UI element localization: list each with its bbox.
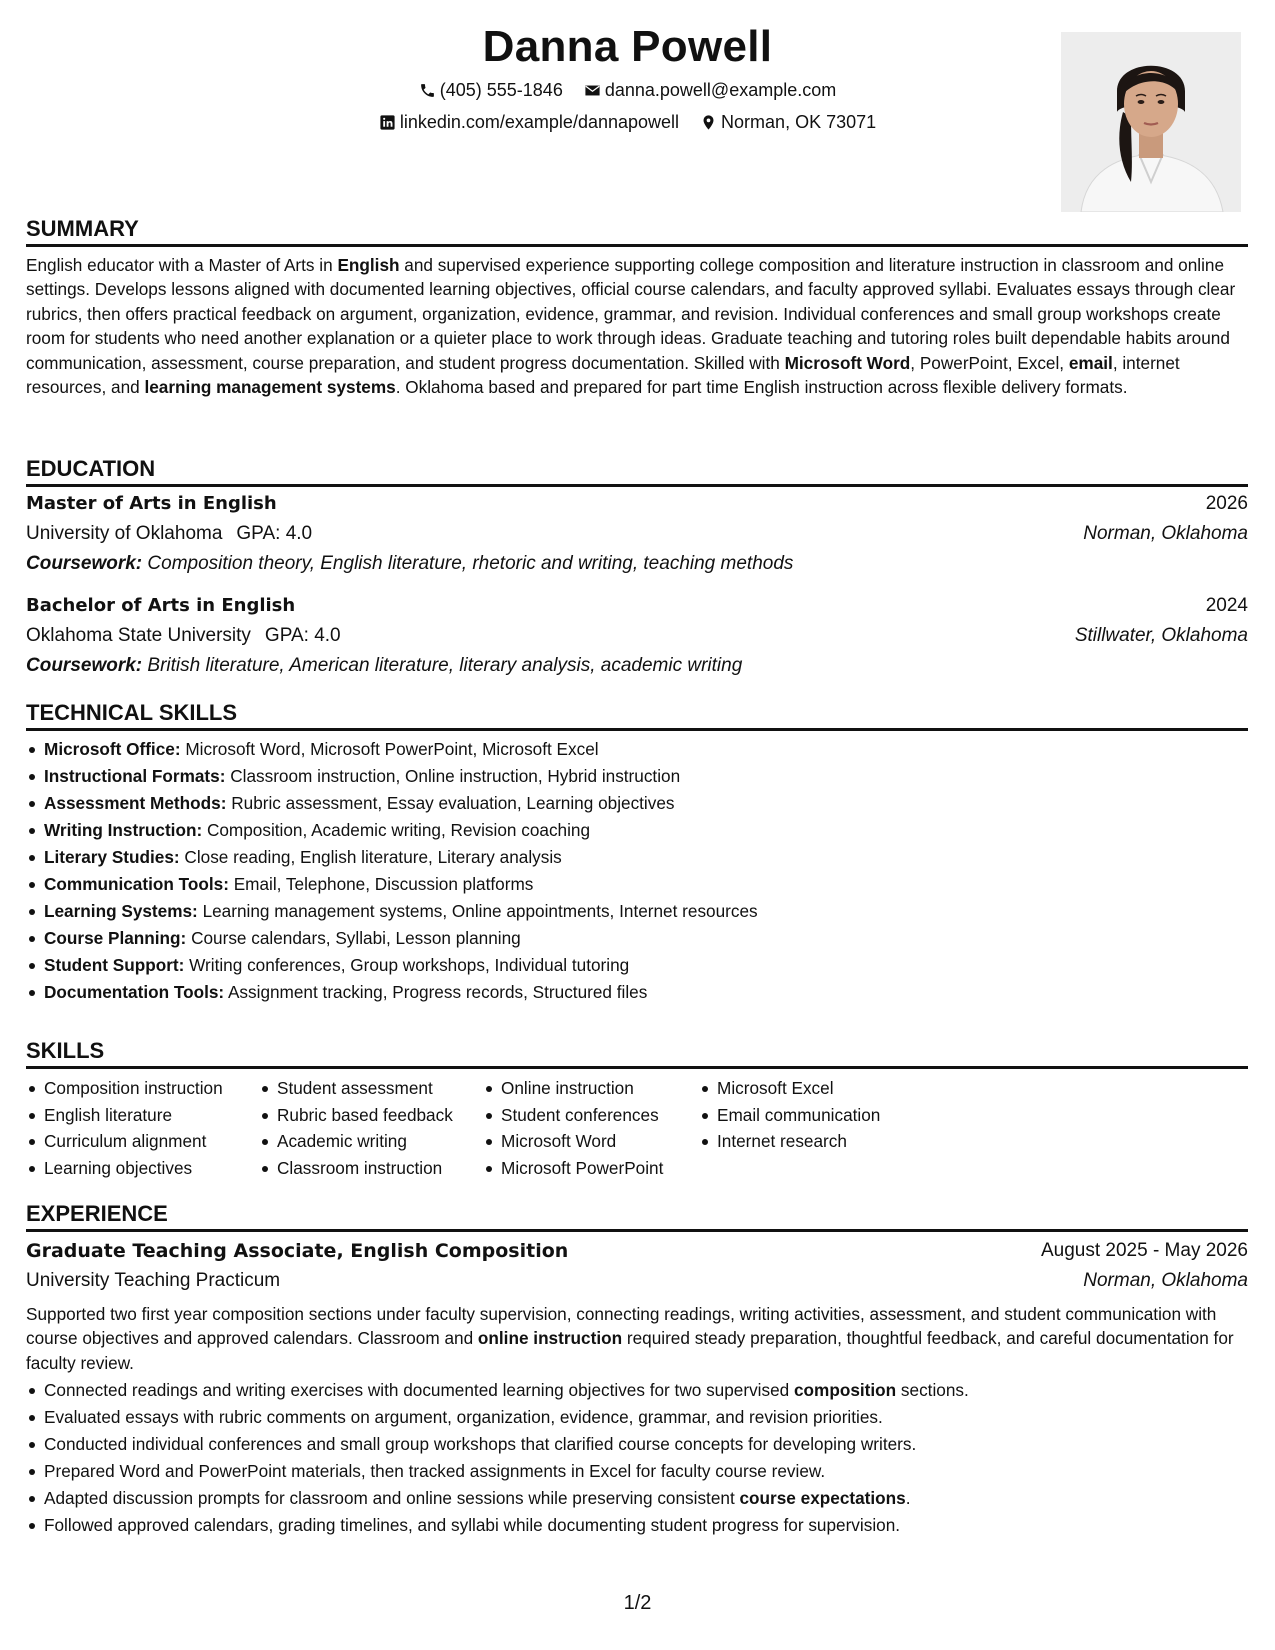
gpa-label: GPA: — [264, 625, 315, 646]
skill-item: English literature — [26, 1102, 259, 1129]
text-run: Followed approved calendars, grading timelines, and syllabi while documenting student progress for supervision. — [44, 1515, 901, 1536]
location-text: Norman, OK 73071 — [721, 112, 877, 132]
job-summary — [26, 1302, 1248, 1375]
job-bullet — [26, 1458, 1248, 1485]
job-bullet — [26, 1512, 1248, 1539]
technical-skill-item — [26, 736, 1248, 763]
section-title-skills: SKILLS — [26, 1036, 1248, 1069]
skills-column — [26, 1075, 259, 1181]
skill-item: Curriculum alignment — [26, 1128, 259, 1155]
phone-icon — [419, 82, 436, 99]
technical-skill-item — [26, 871, 1248, 898]
email-contact[interactable] — [584, 80, 836, 101]
school-location: Stillwater, Oklahoma — [1074, 625, 1248, 646]
skill-category-values: Email, Telephone, Discussion platforms — [233, 874, 534, 894]
job-dates: August 2025 - May 2026 — [1040, 1240, 1248, 1261]
technical-skill-item — [26, 790, 1248, 817]
text-run: and supervised experience supporting college composition and literature instruction in classroom and online settings. Develops lessons aligned with documented learning objectives, official course calendars, and faculty approved syllabi. Evaluates essays through clear rubrics, then offers practical feedback on argument, organization, evidence, grammar, and revision. Individual conferences and small group workshops create room for students who need another explanation or a quieter place to work through ideas. Graduate teaching and tutoring roles built dependable habits around communication, assessment, course preparation, and student progress documentation. Skilled with — [26, 255, 1236, 373]
experience-section — [26, 1199, 1248, 1539]
text-run: English educator with a Master of Arts in — [26, 255, 338, 275]
job-location: Norman, Oklahoma — [1083, 1270, 1248, 1291]
education-entry — [26, 489, 1248, 591]
experience-entry — [26, 1236, 1248, 1539]
job-bullet — [26, 1431, 1248, 1458]
school-line — [26, 519, 312, 549]
bold-phrase: course expectations — [739, 1488, 906, 1509]
job-title: Graduate Teaching Associate, English Composition — [26, 1240, 569, 1262]
bold-phrase: email — [1068, 352, 1113, 373]
skills-list — [259, 1075, 483, 1181]
skills-list — [699, 1075, 919, 1155]
technical-skill-item — [26, 952, 1248, 979]
text-run: sections. — [896, 1380, 969, 1401]
graduation-year: 2024 — [1205, 595, 1248, 616]
skill-category-label: Assessment Methods: — [44, 793, 227, 813]
skill-category-label: Communication Tools: — [44, 874, 229, 894]
phone-text: (405) 555-1846 — [439, 80, 563, 100]
skill-category-label: Learning Systems: — [44, 901, 198, 921]
technical-skill-item — [26, 844, 1248, 871]
bold-phrase: composition — [793, 1380, 897, 1401]
skill-item: Online instruction — [483, 1075, 699, 1102]
skills-column — [699, 1075, 919, 1181]
skill-item: Microsoft Excel — [699, 1075, 919, 1102]
coursework-label: Coursework: — [26, 655, 143, 676]
skills-section — [26, 1036, 1248, 1181]
technical-skill-item — [26, 979, 1248, 1006]
skill-item: Email communication — [699, 1102, 919, 1129]
text-run: required steady preparation, thoughtful feedback, and careful documentation for faculty review. — [26, 1328, 1234, 1373]
coursework-label: Coursework: — [26, 553, 143, 574]
degree-title: Master of Arts in English — [26, 493, 277, 514]
skills-column — [483, 1075, 699, 1181]
job-bullets — [26, 1377, 1248, 1539]
bold-phrase: learning management systems — [144, 377, 396, 398]
envelope-icon — [584, 82, 601, 99]
technical-skills-section — [26, 698, 1248, 1006]
skill-item: Microsoft PowerPoint — [483, 1155, 699, 1182]
skill-category-values: Microsoft Word, Microsoft PowerPoint, Microsoft Excel — [185, 739, 599, 759]
coursework-text: British literature, American literature, literary analysis, academic writing — [147, 655, 743, 676]
gpa-label: GPA: — [236, 523, 286, 544]
skill-item: Internet research — [699, 1128, 919, 1155]
text-run: . — [905, 1488, 911, 1509]
school-name: Oklahoma State University — [26, 625, 251, 646]
email-text: danna.powell@example.com — [604, 80, 837, 100]
text-run: , internet resources, and — [26, 352, 1180, 398]
text-run: Adapted discussion prompts for classroom and online sessions while preserving consistent — [44, 1488, 740, 1509]
text-run: Prepared Word and PowerPoint materials, then tracked assignments in Excel for faculty course review. — [44, 1461, 826, 1482]
graduation-year: 2026 — [1205, 493, 1248, 514]
coursework-line — [26, 651, 742, 681]
text-run: , PowerPoint, Excel, — [910, 352, 1069, 373]
gpa-value: 4.0 — [285, 523, 313, 544]
skill-item: Learning objectives — [26, 1155, 259, 1182]
skill-category-values: Composition, Academic writing, Revision coaching — [206, 820, 591, 840]
skill-item: Student conferences — [483, 1102, 699, 1129]
bold-phrase: Microsoft Word — [784, 352, 911, 373]
employer-name: University Teaching Practicum — [26, 1270, 281, 1291]
degree-title: Bachelor of Arts in English — [26, 595, 296, 616]
section-title-technical-skills: TECHNICAL SKILLS — [26, 698, 1248, 731]
job-bullet — [26, 1404, 1248, 1431]
skill-category-label: Literary Studies: — [44, 847, 180, 867]
text-run: Connected readings and writing exercises with documented learning objectives for two supervised — [44, 1380, 794, 1401]
text-run: Supported two first year composition sections under faculty supervision, connecting readings, writing activities, assessment, and student communication with course objectives and approved calendars. Classroom and — [26, 1304, 1217, 1349]
summary-section — [26, 214, 1248, 399]
text-run: . Oklahoma based and prepared for part time English instruction across flexible delivery formats. — [395, 377, 1128, 398]
profile-photo — [1061, 32, 1241, 212]
skill-category-values: Learning management systems, Online appointments, Internet resources — [202, 901, 758, 921]
coursework-text: Composition theory, English literature, rhetoric and writing, teaching methods — [147, 553, 794, 574]
coursework-line — [26, 549, 793, 579]
section-title-education: EDUCATION — [26, 454, 1248, 487]
skill-item: Academic writing — [259, 1128, 483, 1155]
technical-skill-item — [26, 898, 1248, 925]
job-bullet — [26, 1377, 1248, 1404]
skill-category-values: Rubric assessment, Essay evaluation, Learning objectives — [231, 793, 675, 813]
technical-skill-item — [26, 817, 1248, 844]
page-number: 1/2 — [623, 1592, 652, 1614]
skills-grid — [26, 1075, 1248, 1181]
skill-category-label: Microsoft Office: — [44, 739, 181, 759]
education-entry — [26, 591, 1248, 693]
skill-category-values: Close reading, English literature, Literary analysis — [184, 847, 562, 867]
technical-skills-list — [26, 736, 1248, 1006]
skill-item: Microsoft Word — [483, 1128, 699, 1155]
bold-phrase: English — [337, 255, 400, 275]
gpa-value: 4.0 — [314, 625, 341, 646]
candidate-name: Danna Powell — [482, 22, 773, 71]
skill-item: Rubric based feedback — [259, 1102, 483, 1129]
summary-paragraph — [26, 253, 1248, 399]
section-title-experience: EXPERIENCE — [26, 1199, 1248, 1232]
school-location: Norman, Oklahoma — [1083, 523, 1248, 544]
skill-category-values: Assignment tracking, Progress records, Structured files — [227, 982, 648, 1002]
skill-category-values: Course calendars, Syllabi, Lesson planning — [191, 928, 521, 948]
skill-category-label: Student Support: — [44, 955, 185, 975]
skill-item: Classroom instruction — [259, 1155, 483, 1182]
skill-category-label: Documentation Tools: — [44, 982, 225, 1002]
bold-phrase: online instruction — [477, 1328, 623, 1349]
skill-item: Student assessment — [259, 1075, 483, 1102]
job-bullet — [26, 1485, 1248, 1512]
technical-skill-item — [26, 763, 1248, 790]
skill-category-label: Instructional Formats: — [44, 766, 226, 786]
text-run: Conducted individual conferences and small group workshops that clarified course concepts for developing writers. — [44, 1434, 917, 1455]
map-pin-icon — [700, 114, 717, 131]
school-line — [26, 621, 341, 651]
school-name: University of Oklahoma — [26, 523, 223, 544]
linkedin-contact[interactable] — [379, 112, 679, 133]
skill-category-label: Writing Instruction: — [44, 820, 203, 840]
phone-contact[interactable] — [419, 80, 563, 101]
education-section — [26, 454, 1248, 693]
skills-list — [483, 1075, 699, 1181]
text-run: Evaluated essays with rubric comments on argument, organization, evidence, grammar, and revision priorities. — [44, 1407, 883, 1428]
skill-category-label: Course Planning: — [44, 928, 187, 948]
skills-list — [26, 1075, 259, 1181]
section-title-summary: SUMMARY — [26, 214, 1248, 247]
skill-category-values: Writing conferences, Group workshops, Individual tutoring — [189, 955, 630, 975]
skill-item: Composition instruction — [26, 1075, 259, 1102]
skill-category-values: Classroom instruction, Online instruction, Hybrid instruction — [230, 766, 681, 786]
location-contact — [700, 112, 876, 133]
linkedin-text: linkedin.com/example/dannapowell — [399, 112, 680, 132]
skills-column — [259, 1075, 483, 1181]
linkedin-icon — [379, 114, 396, 131]
technical-skill-item — [26, 925, 1248, 952]
